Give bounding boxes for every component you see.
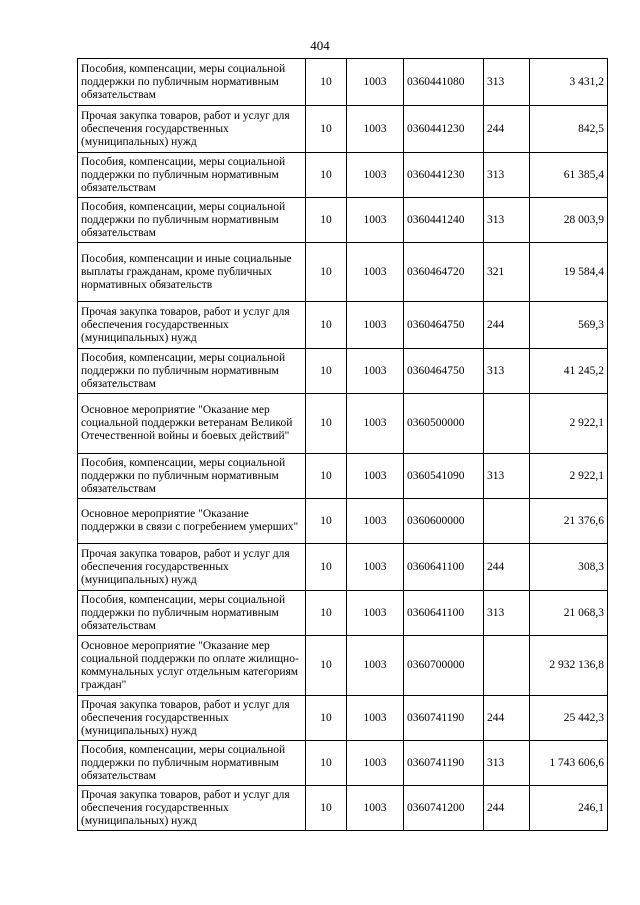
row-name-cell: Пособия, компенсации, меры социальной поддержки по публичным нормативным обязательствам — [78, 454, 306, 499]
table-row — [78, 696, 608, 741]
row-expense-type-cell: 244 — [484, 302, 530, 349]
row-name-cell: Пособия, компенсации, меры социальной поддержки по публичным нормативным обязательствам — [78, 59, 306, 106]
row-target-article-cell: 0360741190 — [404, 741, 484, 786]
row-target-article-cell: 0360700000 — [404, 636, 484, 696]
row-amount-cell: 569,3 — [530, 302, 608, 349]
row-name-cell: Прочая закупка товаров, работ и услуг для обеспечения государственных (муниципальных) нужд — [78, 106, 306, 153]
row-target-article-cell: 0360441080 — [404, 59, 484, 106]
row-section-cell: 10 — [306, 349, 347, 394]
row-expense-type-cell: 313 — [484, 153, 530, 198]
row-amount-cell: 2 922,1 — [530, 394, 608, 454]
row-subsection-cell: 1003 — [347, 786, 404, 831]
budget-table-body — [78, 59, 608, 831]
row-target-article-cell: 0360441230 — [404, 153, 484, 198]
row-subsection-cell: 1003 — [347, 696, 404, 741]
row-expense-type-cell: 313 — [484, 454, 530, 499]
row-expense-type-cell: 244 — [484, 544, 530, 591]
row-name-cell: Пособия, компенсации и иные социальные выплаты гражданам, кроме публичных нормативных обязательств — [78, 243, 306, 302]
row-expense-type-cell: 321 — [484, 243, 530, 302]
row-section-cell: 10 — [306, 741, 347, 786]
row-name-cell: Прочая закупка товаров, работ и услуг для обеспечения государственных (муниципальных) нужд — [78, 696, 306, 741]
row-subsection-cell: 1003 — [347, 59, 404, 106]
row-subsection-cell: 1003 — [347, 302, 404, 349]
row-expense-type-cell: 244 — [484, 786, 530, 831]
table-row — [78, 741, 608, 786]
row-expense-type-cell: 313 — [484, 741, 530, 786]
row-section-cell: 10 — [306, 302, 347, 349]
row-amount-cell: 842,5 — [530, 106, 608, 153]
table-row — [78, 349, 608, 394]
row-amount-cell: 308,3 — [530, 544, 608, 591]
table-row — [78, 198, 608, 243]
row-subsection-cell: 1003 — [347, 741, 404, 786]
row-expense-type-cell — [484, 636, 530, 696]
row-expense-type-cell — [484, 499, 530, 544]
row-target-article-cell: 0360464750 — [404, 349, 484, 394]
row-target-article-cell: 0360600000 — [404, 499, 484, 544]
row-name-cell: Прочая закупка товаров, работ и услуг для обеспечения государственных (муниципальных) нужд — [78, 302, 306, 349]
row-target-article-cell: 0360464720 — [404, 243, 484, 302]
row-amount-cell: 28 003,9 — [530, 198, 608, 243]
row-amount-cell: 2 932 136,8 — [530, 636, 608, 696]
row-target-article-cell: 0360641100 — [404, 544, 484, 591]
row-amount-cell: 3 431,2 — [530, 59, 608, 106]
row-section-cell: 10 — [306, 153, 347, 198]
row-amount-cell: 61 385,4 — [530, 153, 608, 198]
row-name-cell: Прочая закупка товаров, работ и услуг для обеспечения государственных (муниципальных) нужд — [78, 544, 306, 591]
row-target-article-cell: 0360741200 — [404, 786, 484, 831]
row-expense-type-cell: 244 — [484, 106, 530, 153]
table-row — [78, 302, 608, 349]
table-row — [78, 106, 608, 153]
table-row — [78, 499, 608, 544]
table-row — [78, 243, 608, 302]
row-section-cell: 10 — [306, 499, 347, 544]
row-subsection-cell: 1003 — [347, 394, 404, 454]
row-amount-cell: 19 584,4 — [530, 243, 608, 302]
row-target-article-cell: 0360441240 — [404, 198, 484, 243]
row-target-article-cell: 0360641100 — [404, 591, 484, 636]
row-subsection-cell: 1003 — [347, 636, 404, 696]
table-row — [78, 153, 608, 198]
row-section-cell: 10 — [306, 544, 347, 591]
row-subsection-cell: 1003 — [347, 106, 404, 153]
row-amount-cell: 41 245,2 — [530, 349, 608, 394]
row-section-cell: 10 — [306, 454, 347, 499]
row-section-cell: 10 — [306, 106, 347, 153]
table-row — [78, 636, 608, 696]
row-section-cell: 10 — [306, 243, 347, 302]
row-subsection-cell: 1003 — [347, 454, 404, 499]
row-subsection-cell: 1003 — [347, 591, 404, 636]
row-subsection-cell: 1003 — [347, 198, 404, 243]
table-row — [78, 394, 608, 454]
row-amount-cell: 21 068,3 — [530, 591, 608, 636]
row-name-cell: Пособия, компенсации, меры социальной поддержки по публичным нормативным обязательствам — [78, 153, 306, 198]
row-amount-cell: 25 442,3 — [530, 696, 608, 741]
row-name-cell: Основное мероприятие "Оказание мер социальной поддержки ветеранам Великой Отечественной войны и боевых действий" — [78, 394, 306, 454]
table-row — [78, 59, 608, 106]
row-name-cell: Основное мероприятие "Оказание поддержки в связи с погребением умерших" — [78, 499, 306, 544]
row-target-article-cell: 0360500000 — [404, 394, 484, 454]
row-amount-cell: 21 376,6 — [530, 499, 608, 544]
row-target-article-cell: 0360741190 — [404, 696, 484, 741]
row-subsection-cell: 1003 — [347, 153, 404, 198]
row-expense-type-cell: 313 — [484, 198, 530, 243]
row-name-cell: Прочая закупка товаров, работ и услуг для обеспечения государственных (муниципальных) нужд — [78, 786, 306, 831]
row-expense-type-cell — [484, 394, 530, 454]
row-amount-cell: 2 922,1 — [530, 454, 608, 499]
row-name-cell: Пособия, компенсации, меры социальной поддержки по публичным нормативным обязательствам — [78, 591, 306, 636]
row-target-article-cell: 0360464750 — [404, 302, 484, 349]
page-number: 404 — [310, 38, 330, 53]
row-name-cell: Пособия, компенсации, меры социальной поддержки по публичным нормативным обязательствам — [78, 198, 306, 243]
row-section-cell: 10 — [306, 394, 347, 454]
row-expense-type-cell: 313 — [484, 349, 530, 394]
table-row — [78, 786, 608, 831]
row-section-cell: 10 — [306, 696, 347, 741]
row-subsection-cell: 1003 — [347, 544, 404, 591]
row-section-cell: 10 — [306, 591, 347, 636]
row-name-cell: Пособия, компенсации, меры социальной поддержки по публичным нормативным обязательствам — [78, 349, 306, 394]
row-subsection-cell: 1003 — [347, 349, 404, 394]
table-row — [78, 591, 608, 636]
row-section-cell: 10 — [306, 59, 347, 106]
row-subsection-cell: 1003 — [347, 499, 404, 544]
row-expense-type-cell: 244 — [484, 696, 530, 741]
row-section-cell: 10 — [306, 636, 347, 696]
row-section-cell: 10 — [306, 786, 347, 831]
row-name-cell: Пособия, компенсации, меры социальной поддержки по публичным нормативным обязательствам — [78, 741, 306, 786]
row-target-article-cell: 0360441230 — [404, 106, 484, 153]
budget-table — [77, 58, 608, 831]
table-row — [78, 544, 608, 591]
row-amount-cell: 1 743 606,6 — [530, 741, 608, 786]
row-name-cell: Основное мероприятие "Оказание мер социальной поддержки по оплате жилищно-коммунальных услуг отдельным категориям граждан" — [78, 636, 306, 696]
row-subsection-cell: 1003 — [347, 243, 404, 302]
row-expense-type-cell: 313 — [484, 59, 530, 106]
row-expense-type-cell: 313 — [484, 591, 530, 636]
row-section-cell: 10 — [306, 198, 347, 243]
table-row — [78, 454, 608, 499]
row-target-article-cell: 0360541090 — [404, 454, 484, 499]
row-amount-cell: 246,1 — [530, 786, 608, 831]
